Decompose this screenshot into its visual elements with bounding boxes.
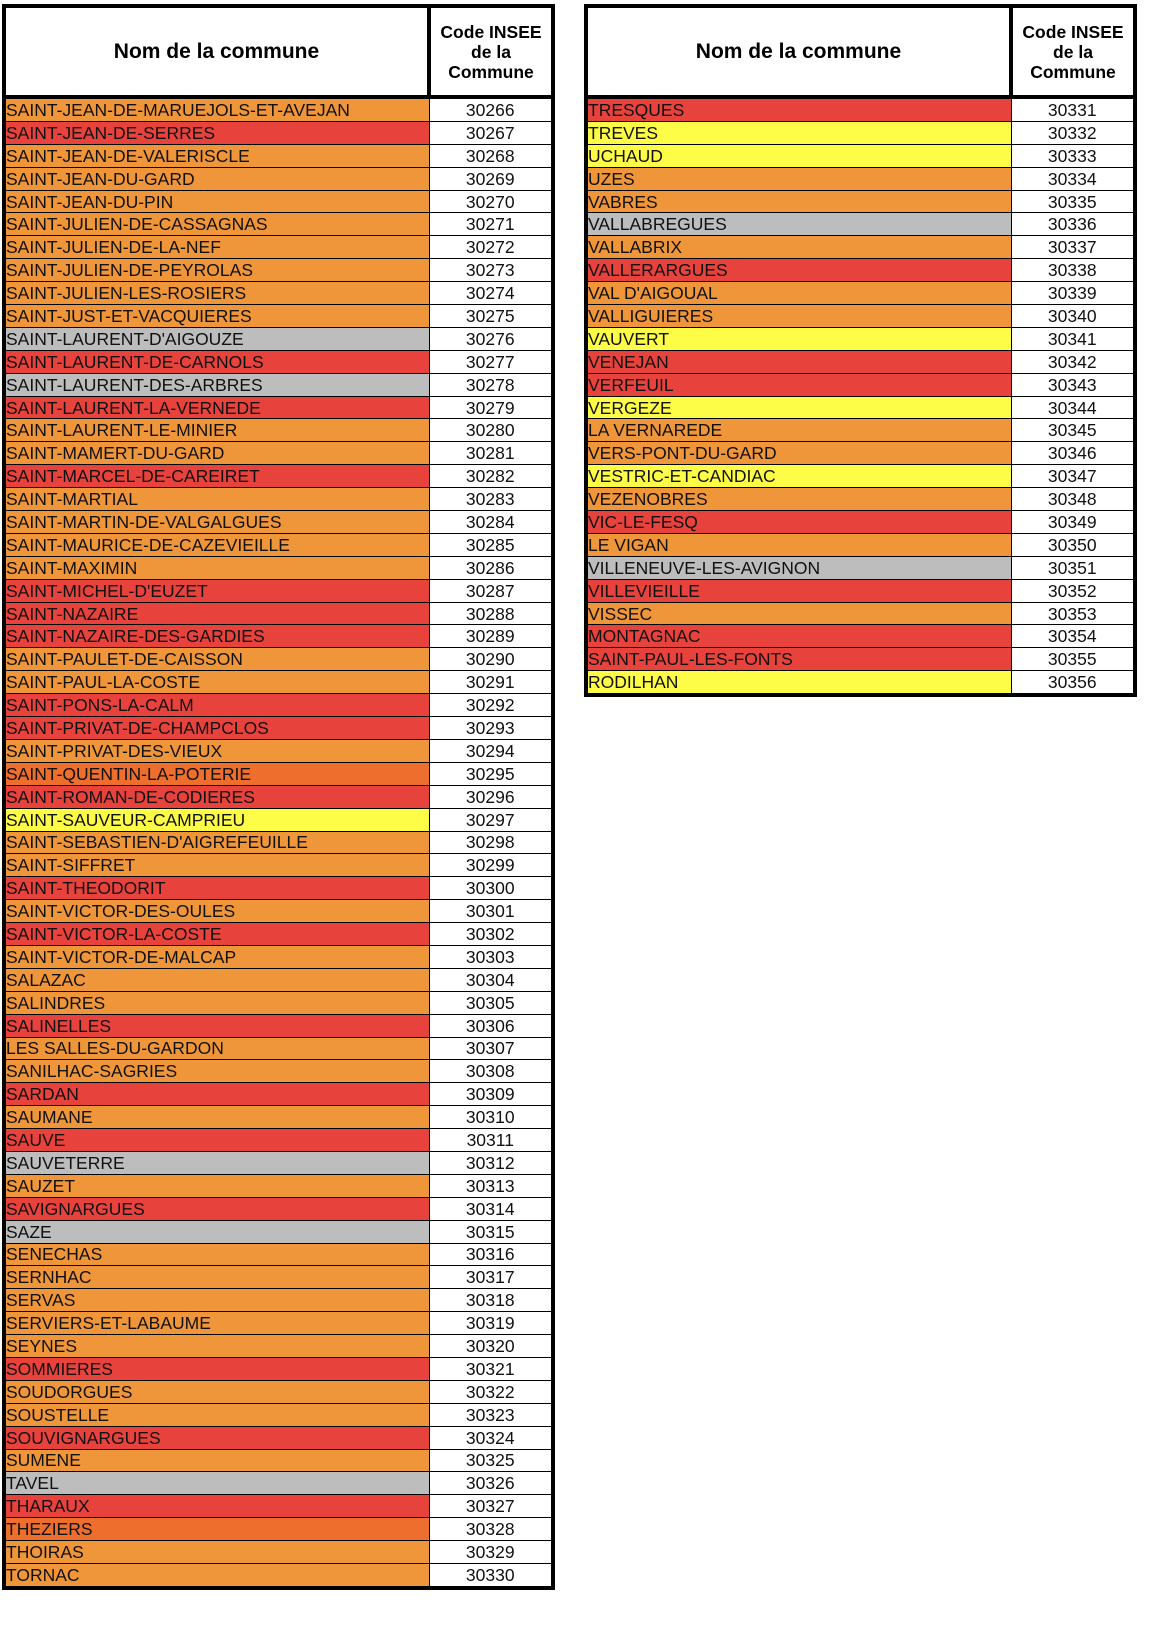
commune-name-cell: SAINT-LAURENT-D'AIGOUZE [4, 327, 429, 350]
insee-code-cell: 30355 [1011, 648, 1135, 671]
commune-name-cell: SALINELLES [4, 1014, 429, 1037]
commune-name-cell: TRESQUES [586, 97, 1011, 121]
insee-code-cell: 30284 [429, 511, 553, 534]
communes-table-left [2, 4, 555, 1590]
commune-name-cell: SERVIERS-ET-LABAUME [4, 1312, 429, 1335]
commune-name-cell: SAINT-SEBASTIEN-D'AIGREFEUILLE [4, 831, 429, 854]
insee-code-cell: 30343 [1011, 373, 1135, 396]
insee-code-cell: 30308 [429, 1060, 553, 1083]
insee-code-cell: 30273 [429, 259, 553, 282]
insee-code-cell: 30328 [429, 1518, 553, 1541]
insee-code-cell: 30350 [1011, 533, 1135, 556]
insee-code-cell: 30304 [429, 968, 553, 991]
table-row [4, 442, 553, 465]
insee-code-cell: 30318 [429, 1289, 553, 1312]
commune-name-cell: VERFEUIL [586, 373, 1011, 396]
insee-code-cell: 30339 [1011, 282, 1135, 305]
table-row [586, 213, 1135, 236]
code-header-line: Code INSEE [440, 21, 542, 42]
commune-name-cell: SAINT-JULIEN-DE-PEYROLAS [4, 259, 429, 282]
commune-name-cell: SAINT-JULIEN-LES-ROSIERS [4, 282, 429, 305]
insee-code-cell: 30309 [429, 1083, 553, 1106]
commune-name-cell: TORNAC [4, 1564, 429, 1588]
commune-name-cell: SAINT-LAURENT-LE-MINIER [4, 419, 429, 442]
table-row [4, 785, 553, 808]
table-row [4, 991, 553, 1014]
insee-code-cell: 30341 [1011, 327, 1135, 350]
insee-code-cell: 30322 [429, 1380, 553, 1403]
table-row [4, 648, 553, 671]
commune-name-cell: VESTRIC-ET-CANDIAC [586, 465, 1011, 488]
insee-code-cell: 30300 [429, 877, 553, 900]
table-row [4, 1449, 553, 1472]
table-row [586, 167, 1135, 190]
insee-code-cell: 30290 [429, 648, 553, 671]
table-row [586, 511, 1135, 534]
insee-code-cell: 30303 [429, 945, 553, 968]
name-column-header: Nom de la commune [4, 6, 429, 97]
commune-name-cell: SALAZAC [4, 968, 429, 991]
commune-name-cell: VENEJAN [586, 350, 1011, 373]
table-row [4, 1426, 553, 1449]
commune-name-cell: SOUSTELLE [4, 1403, 429, 1426]
code-column-header [429, 6, 553, 97]
commune-name-cell: SAINT-LAURENT-DE-CARNOLS [4, 350, 429, 373]
table-row [586, 305, 1135, 328]
table-row [4, 1335, 553, 1358]
commune-name-cell: SAUMANE [4, 1106, 429, 1129]
table-row [586, 121, 1135, 144]
commune-name-cell: TREVES [586, 121, 1011, 144]
insee-code-cell: 30349 [1011, 511, 1135, 534]
insee-code-cell: 30332 [1011, 121, 1135, 144]
table-row [4, 236, 553, 259]
insee-code-cell: 30317 [429, 1266, 553, 1289]
commune-name-cell: SAINT-PRIVAT-DES-VIEUX [4, 739, 429, 762]
insee-code-cell: 30325 [429, 1449, 553, 1472]
table-row [4, 579, 553, 602]
table-row [4, 1243, 553, 1266]
commune-name-cell: THARAUX [4, 1495, 429, 1518]
table-row [586, 465, 1135, 488]
insee-code-cell: 30292 [429, 694, 553, 717]
commune-name-cell: SAINT-SAUVEUR-CAMPRIEU [4, 808, 429, 831]
table-row [586, 259, 1135, 282]
table-row [4, 717, 553, 740]
insee-code-cell: 30272 [429, 236, 553, 259]
insee-code-cell: 30333 [1011, 144, 1135, 167]
commune-name-cell: LES SALLES-DU-GARDON [4, 1037, 429, 1060]
table-row [586, 671, 1135, 695]
commune-name-cell: SENECHAS [4, 1243, 429, 1266]
commune-name-cell: SAINT-JEAN-DE-MARUEJOLS-ET-AVEJAN [4, 97, 429, 121]
insee-code-cell: 30331 [1011, 97, 1135, 121]
table-row [4, 602, 553, 625]
commune-name-cell: RODILHAN [586, 671, 1011, 695]
insee-code-cell: 30335 [1011, 190, 1135, 213]
insee-code-cell: 30270 [429, 190, 553, 213]
insee-code-cell: 30345 [1011, 419, 1135, 442]
commune-name-cell: LA VERNAREDE [586, 419, 1011, 442]
insee-code-cell: 30267 [429, 121, 553, 144]
table-row [586, 602, 1135, 625]
table-row [4, 1357, 553, 1380]
insee-code-cell: 30354 [1011, 625, 1135, 648]
commune-name-cell: SAINT-JEAN-DE-SERRES [4, 121, 429, 144]
table-row [4, 327, 553, 350]
commune-name-cell: SAINT-JEAN-DU-PIN [4, 190, 429, 213]
table-row [4, 1403, 553, 1426]
table-row [4, 488, 553, 511]
commune-name-cell: SAINT-JEAN-DE-VALERISCLE [4, 144, 429, 167]
table-row [4, 1266, 553, 1289]
commune-name-cell: UZES [586, 167, 1011, 190]
insee-code-cell: 30327 [429, 1495, 553, 1518]
insee-code-cell: 30346 [1011, 442, 1135, 465]
insee-code-cell: 30301 [429, 900, 553, 923]
commune-name-cell: SAINT-JULIEN-DE-LA-NEF [4, 236, 429, 259]
table-row [4, 877, 553, 900]
table-row [586, 419, 1135, 442]
insee-code-cell: 30285 [429, 533, 553, 556]
table-header-row [4, 6, 553, 97]
insee-code-cell: 30320 [429, 1335, 553, 1358]
insee-code-cell: 30293 [429, 717, 553, 740]
insee-code-cell: 30314 [429, 1197, 553, 1220]
commune-name-cell: SAINT-JEAN-DU-GARD [4, 167, 429, 190]
table-row [586, 556, 1135, 579]
insee-code-cell: 30321 [429, 1357, 553, 1380]
table-row [4, 1518, 553, 1541]
insee-code-cell: 30338 [1011, 259, 1135, 282]
table-row [586, 442, 1135, 465]
commune-name-cell: VILLEVIEILLE [586, 579, 1011, 602]
table-row [4, 694, 553, 717]
table-row [586, 648, 1135, 671]
table-row [4, 625, 553, 648]
code-header-line: de la [1053, 41, 1093, 62]
insee-code-cell: 30352 [1011, 579, 1135, 602]
table-row [4, 1380, 553, 1403]
insee-code-cell: 30356 [1011, 671, 1135, 695]
table-row [4, 1060, 553, 1083]
commune-name-cell: LE VIGAN [586, 533, 1011, 556]
commune-name-cell: SAINT-ROMAN-DE-CODIERES [4, 785, 429, 808]
insee-code-cell: 30315 [429, 1220, 553, 1243]
insee-code-cell: 30342 [1011, 350, 1135, 373]
table-row [4, 1083, 553, 1106]
table-row [586, 396, 1135, 419]
insee-code-cell: 30298 [429, 831, 553, 854]
commune-name-cell: VALLABREGUES [586, 213, 1011, 236]
table-row [4, 419, 553, 442]
commune-name-cell: SAINT-VICTOR-LA-COSTE [4, 923, 429, 946]
commune-name-cell: SAINT-MARCEL-DE-CAREIRET [4, 465, 429, 488]
insee-code-cell: 30324 [429, 1426, 553, 1449]
code-header-line: Commune [1030, 61, 1116, 82]
insee-code-cell: 30326 [429, 1472, 553, 1495]
table-row [4, 305, 553, 328]
insee-code-cell: 30271 [429, 213, 553, 236]
commune-name-cell: SUMENE [4, 1449, 429, 1472]
insee-code-cell: 30294 [429, 739, 553, 762]
table-row [586, 350, 1135, 373]
commune-name-cell: SAINT-QUENTIN-LA-POTERIE [4, 762, 429, 785]
insee-code-cell: 30306 [429, 1014, 553, 1037]
table-row [586, 97, 1135, 121]
insee-code-cell: 30286 [429, 556, 553, 579]
commune-name-cell: SERNHAC [4, 1266, 429, 1289]
commune-name-cell: SAINT-MAXIMIN [4, 556, 429, 579]
table-row [4, 1541, 553, 1564]
table-row [4, 739, 553, 762]
commune-name-cell: SAINT-NAZAIRE [4, 602, 429, 625]
table-row [4, 1037, 553, 1060]
insee-code-cell: 30275 [429, 305, 553, 328]
table-body-left [4, 97, 553, 1588]
insee-code-cell: 30305 [429, 991, 553, 1014]
commune-name-cell: SOUVIGNARGUES [4, 1426, 429, 1449]
commune-name-cell: SAINT-JULIEN-DE-CASSAGNAS [4, 213, 429, 236]
commune-name-cell: SAINT-NAZAIRE-DES-GARDIES [4, 625, 429, 648]
table-row [4, 671, 553, 694]
table-row [4, 1289, 553, 1312]
commune-name-cell: SAUVETERRE [4, 1151, 429, 1174]
insee-code-cell: 30281 [429, 442, 553, 465]
insee-code-cell: 30296 [429, 785, 553, 808]
insee-code-cell: 30353 [1011, 602, 1135, 625]
table-row [586, 625, 1135, 648]
insee-code-cell: 30334 [1011, 167, 1135, 190]
insee-code-cell: 30278 [429, 373, 553, 396]
commune-name-cell: SAINT-PAUL-LES-FONTS [586, 648, 1011, 671]
code-header-line: de la [471, 41, 511, 62]
commune-name-cell: SAINT-MARTIAL [4, 488, 429, 511]
commune-name-cell: VALLABRIX [586, 236, 1011, 259]
table-row [4, 900, 553, 923]
insee-code-cell: 30336 [1011, 213, 1135, 236]
commune-name-cell: SOMMIERES [4, 1357, 429, 1380]
table-row [4, 465, 553, 488]
commune-name-cell: VAL D'AIGOUAL [586, 282, 1011, 305]
table-row [4, 190, 553, 213]
table-row [4, 1495, 553, 1518]
commune-name-cell: VAUVERT [586, 327, 1011, 350]
commune-name-cell: VIC-LE-FESQ [586, 511, 1011, 534]
insee-code-cell: 30280 [429, 419, 553, 442]
table-row [4, 1106, 553, 1129]
insee-code-cell: 30274 [429, 282, 553, 305]
commune-name-cell: SAINT-LAURENT-DES-ARBRES [4, 373, 429, 396]
table-row [4, 511, 553, 534]
insee-code-cell: 30277 [429, 350, 553, 373]
commune-name-cell: THEZIERS [4, 1518, 429, 1541]
commune-name-cell: MONTAGNAC [586, 625, 1011, 648]
insee-code-cell: 30316 [429, 1243, 553, 1266]
commune-name-cell: VERS-PONT-DU-GARD [586, 442, 1011, 465]
table-row [4, 213, 553, 236]
insee-code-cell: 30307 [429, 1037, 553, 1060]
commune-name-cell: VILLENEUVE-LES-AVIGNON [586, 556, 1011, 579]
table-row [4, 1312, 553, 1335]
code-header-line: Commune [448, 61, 534, 82]
insee-code-cell: 30288 [429, 602, 553, 625]
commune-name-cell: SAINT-PAULET-DE-CAISSON [4, 648, 429, 671]
table-row [4, 167, 553, 190]
insee-code-cell: 30289 [429, 625, 553, 648]
insee-code-cell: 30268 [429, 144, 553, 167]
commune-name-cell: SAINT-PRIVAT-DE-CHAMPCLOS [4, 717, 429, 740]
insee-code-cell: 30344 [1011, 396, 1135, 419]
commune-name-cell: SAVIGNARGUES [4, 1197, 429, 1220]
insee-code-cell: 30283 [429, 488, 553, 511]
insee-code-cell: 30329 [429, 1541, 553, 1564]
commune-name-cell: SERVAS [4, 1289, 429, 1312]
insee-code-cell: 30291 [429, 671, 553, 694]
table-body-right [586, 97, 1135, 695]
table-row [4, 1197, 553, 1220]
communes-table-right [584, 4, 1137, 697]
table-row [4, 831, 553, 854]
table-row [4, 1014, 553, 1037]
commune-name-cell: SAINT-VICTOR-DE-MALCAP [4, 945, 429, 968]
insee-code-cell: 30311 [429, 1129, 553, 1152]
table-row [4, 808, 553, 831]
insee-code-cell: 30337 [1011, 236, 1135, 259]
table-row [4, 121, 553, 144]
commune-name-cell: SOUDORGUES [4, 1380, 429, 1403]
commune-name-cell: SAINT-MICHEL-D'EUZET [4, 579, 429, 602]
commune-name-cell: VISSEC [586, 602, 1011, 625]
commune-name-cell: SAINT-MARTIN-DE-VALGALGUES [4, 511, 429, 534]
commune-name-cell: SALINDRES [4, 991, 429, 1014]
code-header-line: Code INSEE [1022, 21, 1124, 42]
insee-code-cell: 30347 [1011, 465, 1135, 488]
insee-code-cell: 30302 [429, 923, 553, 946]
insee-code-cell: 30351 [1011, 556, 1135, 579]
table-row [4, 762, 553, 785]
insee-code-cell: 30319 [429, 1312, 553, 1335]
code-column-header [1011, 6, 1135, 97]
commune-name-cell: SAINT-JUST-ET-VACQUIERES [4, 305, 429, 328]
table-row [4, 556, 553, 579]
table-row [586, 190, 1135, 213]
table-row [4, 1472, 553, 1495]
commune-name-cell: SAUVE [4, 1129, 429, 1152]
insee-code-cell: 30266 [429, 97, 553, 121]
table-row [4, 350, 553, 373]
table-row [4, 1174, 553, 1197]
table-row [4, 1129, 553, 1152]
table-row [586, 533, 1135, 556]
insee-code-cell: 30287 [429, 579, 553, 602]
commune-name-cell: SANILHAC-SAGRIES [4, 1060, 429, 1083]
commune-name-cell: THOIRAS [4, 1541, 429, 1564]
commune-name-cell: VEZENOBRES [586, 488, 1011, 511]
table-row [4, 1220, 553, 1243]
insee-code-cell: 30348 [1011, 488, 1135, 511]
table-header-row [586, 6, 1135, 97]
insee-code-cell: 30297 [429, 808, 553, 831]
commune-name-cell: SAINT-PONS-LA-CALM [4, 694, 429, 717]
table-row [4, 1564, 553, 1588]
commune-name-cell: SEYNES [4, 1335, 429, 1358]
commune-name-cell: SAINT-SIFFRET [4, 854, 429, 877]
commune-name-cell: VABRES [586, 190, 1011, 213]
commune-name-cell: VALLERARGUES [586, 259, 1011, 282]
table-row [4, 945, 553, 968]
commune-name-cell: VALLIGUIERES [586, 305, 1011, 328]
commune-name-cell: SAINT-VICTOR-DES-OULES [4, 900, 429, 923]
table-row [4, 1151, 553, 1174]
insee-code-cell: 30269 [429, 167, 553, 190]
insee-code-cell: 30279 [429, 396, 553, 419]
insee-code-cell: 30310 [429, 1106, 553, 1129]
commune-name-cell: TAVEL [4, 1472, 429, 1495]
commune-name-cell: SAINT-PAUL-LA-COSTE [4, 671, 429, 694]
insee-code-cell: 30340 [1011, 305, 1135, 328]
commune-name-cell: SAINT-LAURENT-LA-VERNEDE [4, 396, 429, 419]
table-row [4, 854, 553, 877]
commune-name-cell: SAUZET [4, 1174, 429, 1197]
table-row [586, 144, 1135, 167]
commune-name-cell: SAZE [4, 1220, 429, 1243]
commune-name-cell: VERGEZE [586, 396, 1011, 419]
table-row [4, 968, 553, 991]
insee-code-cell: 30299 [429, 854, 553, 877]
commune-name-cell: SAINT-MAMERT-DU-GARD [4, 442, 429, 465]
table-row [586, 236, 1135, 259]
table-row [4, 923, 553, 946]
table-row [4, 144, 553, 167]
table-row [4, 533, 553, 556]
name-column-header: Nom de la commune [586, 6, 1011, 97]
table-row [586, 282, 1135, 305]
table-row [4, 97, 553, 121]
table-row [4, 282, 553, 305]
table-row [586, 579, 1135, 602]
commune-name-cell: SAINT-THEODORIT [4, 877, 429, 900]
insee-code-cell: 30295 [429, 762, 553, 785]
insee-code-cell: 30312 [429, 1151, 553, 1174]
insee-code-cell: 30323 [429, 1403, 553, 1426]
insee-code-cell: 30313 [429, 1174, 553, 1197]
table-row [4, 396, 553, 419]
table-row [586, 488, 1135, 511]
commune-name-cell: SARDAN [4, 1083, 429, 1106]
insee-code-cell: 30282 [429, 465, 553, 488]
commune-name-cell: UCHAUD [586, 144, 1011, 167]
table-row [4, 259, 553, 282]
commune-name-cell: SAINT-MAURICE-DE-CAZEVIEILLE [4, 533, 429, 556]
table-row [586, 327, 1135, 350]
table-row [4, 373, 553, 396]
insee-code-cell: 30330 [429, 1564, 553, 1588]
table-row [586, 373, 1135, 396]
insee-code-cell: 30276 [429, 327, 553, 350]
